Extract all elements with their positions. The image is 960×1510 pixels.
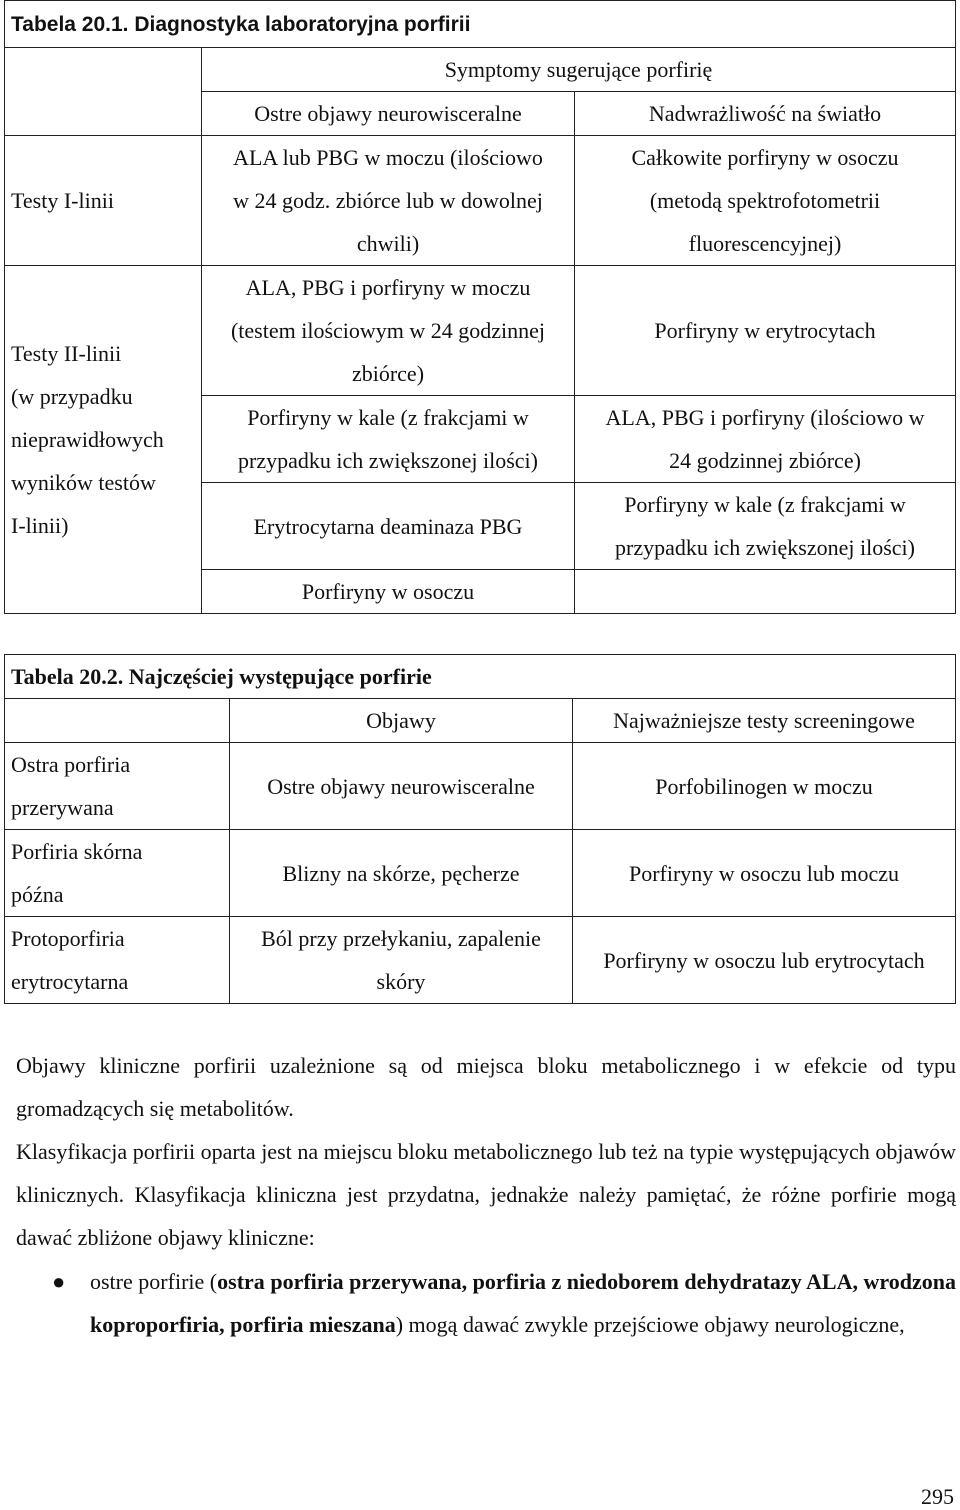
table2-row-tests: Porfobilinogen w moczu	[573, 743, 956, 830]
table1-row2-col1-c: Erytrocytarna deaminaza PBG	[202, 483, 575, 570]
paragraph-clinical-symptoms: Objawy kliniczne porfirii uzależnione są od miejsca bloku metabolicznego i w efekcie od typu gromadzących się metabolitów.	[16, 1053, 956, 1121]
bullet-text	[90, 1260, 956, 1346]
table2-row-name: Protoporfiria erytrocytarna	[5, 917, 230, 1004]
table2-row-tests: Porfiryny w osoczu lub erytrocytach	[573, 917, 956, 1004]
bullet-icon: ●	[52, 1269, 66, 1294]
table-row	[5, 917, 956, 1004]
table1-row1-col2: Całkowite porfiryny w osoczu (metodą spektrofotometrii fluorescencyjnej)	[575, 136, 956, 266]
table2-caption: Tabela 20.2. Najczęściej występujące porfirie	[5, 655, 956, 699]
table2-row-symptoms: Ostre objawy neurowisceralne	[230, 743, 573, 830]
table2-row-symptoms: Blizny na skórze, pęcherze	[230, 830, 573, 917]
table1-empty-corner	[5, 48, 202, 136]
page-number: 295	[921, 1484, 954, 1509]
table1-row2-col2-a: Porfiryny w erytrocytach	[575, 266, 956, 396]
bullet-text-pre: ostre porfirie (	[90, 1269, 218, 1294]
table1-col2-header: Nadwrażliwość na światło	[575, 92, 956, 136]
table1-row2-col2-b: ALA, PBG i porfiryny (ilościowo w 24 godzinnej zbiórce)	[575, 396, 956, 483]
table2-row-tests: Porfiryny w osoczu lub moczu	[573, 830, 956, 917]
table-diagnostics	[4, 0, 956, 614]
bullet-text-post: ) mogą dawać zwykle przejściowe objawy neurologiczne,	[395, 1312, 905, 1337]
table1-main-header: Symptomy sugerujące porfirię	[202, 48, 956, 92]
table1-row2-col2-empty	[575, 570, 956, 614]
table2-header-tests: Najważniejsze testy screeningowe	[573, 699, 956, 743]
table1-row2-col1-d: Porfiryny w osoczu	[202, 570, 575, 614]
table2-empty-corner	[5, 699, 230, 743]
table-row	[5, 830, 956, 917]
table2-row-name: Ostra porfiria przerywana	[5, 743, 230, 830]
bullet-text-bold: ostra porfiria przerywana, porfiria z niedoborem dehydratazy ALA, wrodzona koproporfiria, porfiria mieszana	[90, 1269, 956, 1337]
table1-row1-label: Testy I-linii	[5, 136, 202, 266]
bullet-list-item	[16, 1260, 956, 1346]
paragraph-classification: Klasyfikacja porfirii oparta jest na miejscu bloku metabolicznego lub też na typie występujących objawów klinicznych. Klasyfikacja kliniczna jest przydatna, jednakże należy pamiętać, że różne porfirie mogą dawać zbliżone objawy kliniczne:	[16, 1139, 956, 1250]
table-row	[5, 743, 956, 830]
table2-row-name: Porfiria skórna późna	[5, 830, 230, 917]
table-common-porphyrias	[4, 654, 956, 1004]
table1-row2-col2-c: Porfiryny w kale (z frakcjami w przypadku ich zwiększonej ilości)	[575, 483, 956, 570]
table1-row1-col1: ALA lub PBG w moczu (ilościowo w 24 godz. zbiórce lub w dowolnej chwili)	[202, 136, 575, 266]
table1-row2-label: Testy II-linii (w przypadku nieprawidłowych wyników testów I-linii)	[5, 266, 202, 614]
table1-row2-col1-a: ALA, PBG i porfiryny w moczu (testem ilościowym w 24 godzinnej zbiórce)	[202, 266, 575, 396]
table1-caption: Tabela 20.1. Diagnostyka laboratoryjna porfirii	[5, 1, 956, 48]
table1-row2-col1-b: Porfiryny w kale (z frakcjami w przypadku ich zwiększonej ilości)	[202, 396, 575, 483]
table1-col1-header: Ostre objawy neurowisceralne	[202, 92, 575, 136]
table2-header-symptoms: Objawy	[230, 699, 573, 743]
table2-row-symptoms: Ból przy przełykaniu, zapalenie skóry	[230, 917, 573, 1004]
